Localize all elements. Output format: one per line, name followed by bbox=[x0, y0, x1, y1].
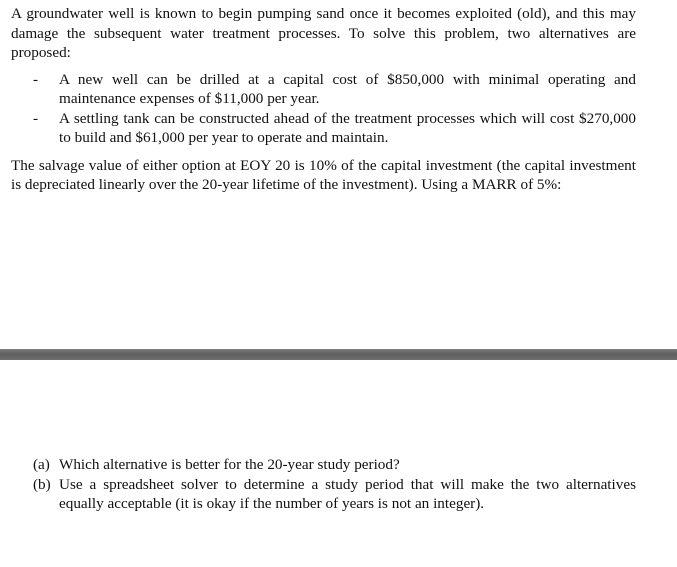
salvage-paragraph: The salvage value of either option at EOY 20 is 10% of the capital investment (the capital investment is depreciated linearly over the 20-year lifetime of the investment). Using a MARR of 5%: bbox=[11, 156, 636, 193]
list-dash: - bbox=[33, 70, 39, 88]
questions-list bbox=[0, 455, 677, 514]
alternative-new-well bbox=[33, 70, 636, 109]
alternative-text: A settling tank can be constructed ahead of the treatment processes which will cost $270,000 to build and $61,000 per year to operate and maintain. bbox=[59, 109, 636, 146]
list-dash: - bbox=[33, 109, 39, 127]
question-b bbox=[33, 475, 636, 514]
alternative-text: A new well can be drilled at a capital cost of $850,000 with minimal operating and maintenance expenses of $11,000 per year. bbox=[59, 70, 636, 107]
question-label: (b) bbox=[33, 475, 51, 493]
questions-section bbox=[0, 455, 677, 514]
divider-bar bbox=[0, 349, 677, 360]
question-text: Which alternative is better for the 20-year study period? bbox=[59, 456, 400, 473]
question-label: (a) bbox=[33, 456, 50, 473]
alternatives-list bbox=[0, 70, 677, 148]
problem-statement bbox=[0, 0, 677, 195]
alternative-settling-tank bbox=[33, 109, 636, 148]
question-a bbox=[33, 455, 636, 475]
intro-paragraph: A groundwater well is known to begin pumping sand once it becomes exploited (old), and this may damage the subsequent water treatment processes. To solve this problem, two alternatives are proposed: bbox=[11, 5, 636, 61]
question-text: Use a spreadsheet solver to determine a study period that will make the two alternatives equally acceptable (it is okay if the number of years is not an integer). bbox=[59, 475, 636, 512]
